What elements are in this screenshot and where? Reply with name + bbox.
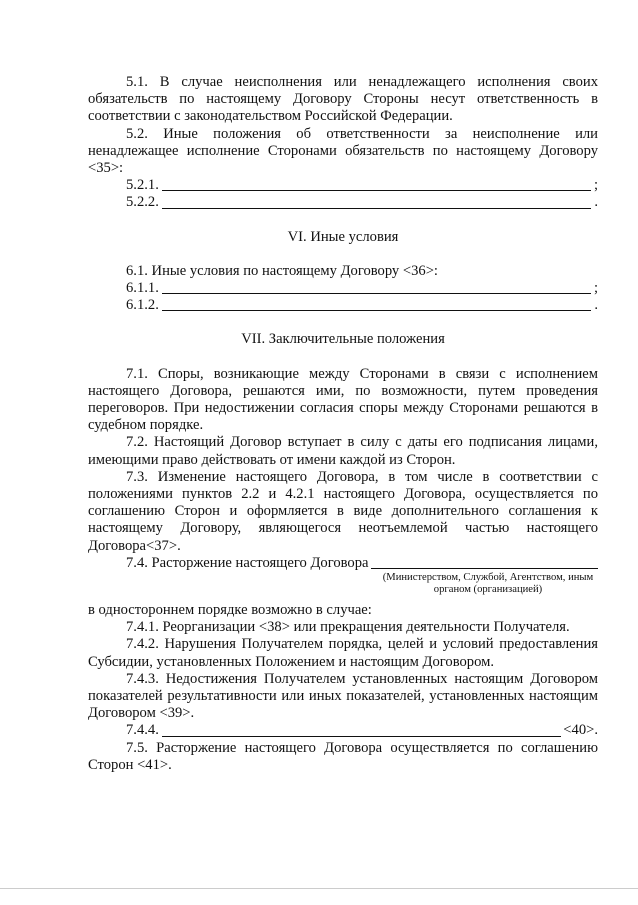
fill-end: ; — [593, 177, 598, 194]
section-7-heading: VII. Заключительные положения — [241, 331, 445, 348]
blank-line — [371, 568, 599, 569]
clause-7-3: 7.3. Изменение настоящего Договора, в том числе в соответствии с положениями пунктов 2.2 и 4.2.1 настоящего Договора, осуществляется по соглашению Сторон и оформляется в виде дополнительного соглашения к настоящему Договору, являющегося неотъемлемой частью настоящего Договора<37>. — [88, 468, 598, 554]
fill-end: . — [594, 297, 598, 314]
clause-7-4-2: 7.4.2. Нарушения Получателем порядка, целей и условий предоставления Субсидии, установленных Положением и настоящим Договором. — [88, 636, 598, 670]
footer-divider — [0, 888, 638, 889]
clause-7-4-1: 7.4.1. Реорганизации <38> или прекращения деятельности Получателя. — [126, 619, 570, 636]
fill-line-6-1-1 — [88, 280, 598, 297]
clause-6-1: 6.1. Иные условия по настоящему Договору <36>: — [126, 262, 438, 279]
fill-end: . — [594, 194, 598, 211]
fill-line-6-1-2 — [88, 297, 598, 314]
section-6-heading: VI. Иные условия — [287, 228, 399, 245]
clause-7-5: 7.5. Расторжение настоящего Договора осуществляется по соглашению Сторон <41>. — [88, 739, 598, 773]
clause-7-2: 7.2. Настоящий Договор вступает в силу с даты его подписания лицами, имеющими право действовать от имени каждой из Сторон. — [88, 434, 598, 468]
blank-line — [162, 735, 561, 737]
fill-line-7-4-4 — [88, 722, 598, 739]
fill-label: 6.1.1. — [126, 279, 159, 296]
clause-7-4-continuation: в одностороннем порядке возможно в случае: — [88, 602, 372, 618]
fill-label: 6.1.2. — [126, 297, 159, 314]
blank-line — [162, 292, 591, 294]
fill-line-5-2-1 — [88, 177, 598, 194]
clause-7-1: 7.1. Споры, возникающие между Сторонами в связи с исполнением настоящего Договора, решаются ими, по возможности, путем проведения переговоров. При недостижении согласия споры между Сторонами решаются в судебном порядке. — [88, 365, 598, 434]
fill-label: 5.2.2. — [126, 194, 159, 211]
blank-line — [162, 309, 592, 311]
clause-5-1: 5.1. В случае неисполнения или ненадлежащего исполнения своих обязательств по настоящему Договору Стороны несут ответственность в соответствии с законодательством Российской Федерации. — [88, 74, 598, 125]
fill-label: 5.2.1. — [126, 177, 159, 194]
fill-end: <40>. — [563, 722, 598, 739]
clause-7-4-3: 7.4.3. Недостижения Получателем установленных настоящим Договором показателей результативности или иных показателей, установленных настоящим Договором <39>. — [88, 670, 598, 722]
blank-line — [162, 207, 592, 209]
clause-7-4-line — [88, 555, 598, 572]
clause-5-2: 5.2. Иные положения об ответственности за неисполнение или ненадлежащее исполнение Сторонами обязательств по настоящему Договору <35>: — [88, 125, 598, 177]
fill-label: 7.4.4. — [126, 722, 159, 739]
fill-line-5-2-2 — [88, 194, 598, 211]
document-page — [88, 74, 598, 774]
blank-line — [162, 189, 591, 191]
clause-7-4-note: (Министерством, Службой, Агентством, иным органом (организацией) — [382, 572, 594, 595]
clause-7-4-label: 7.4. Расторжение настоящего Договора — [126, 554, 369, 571]
fill-end: ; — [593, 279, 598, 296]
